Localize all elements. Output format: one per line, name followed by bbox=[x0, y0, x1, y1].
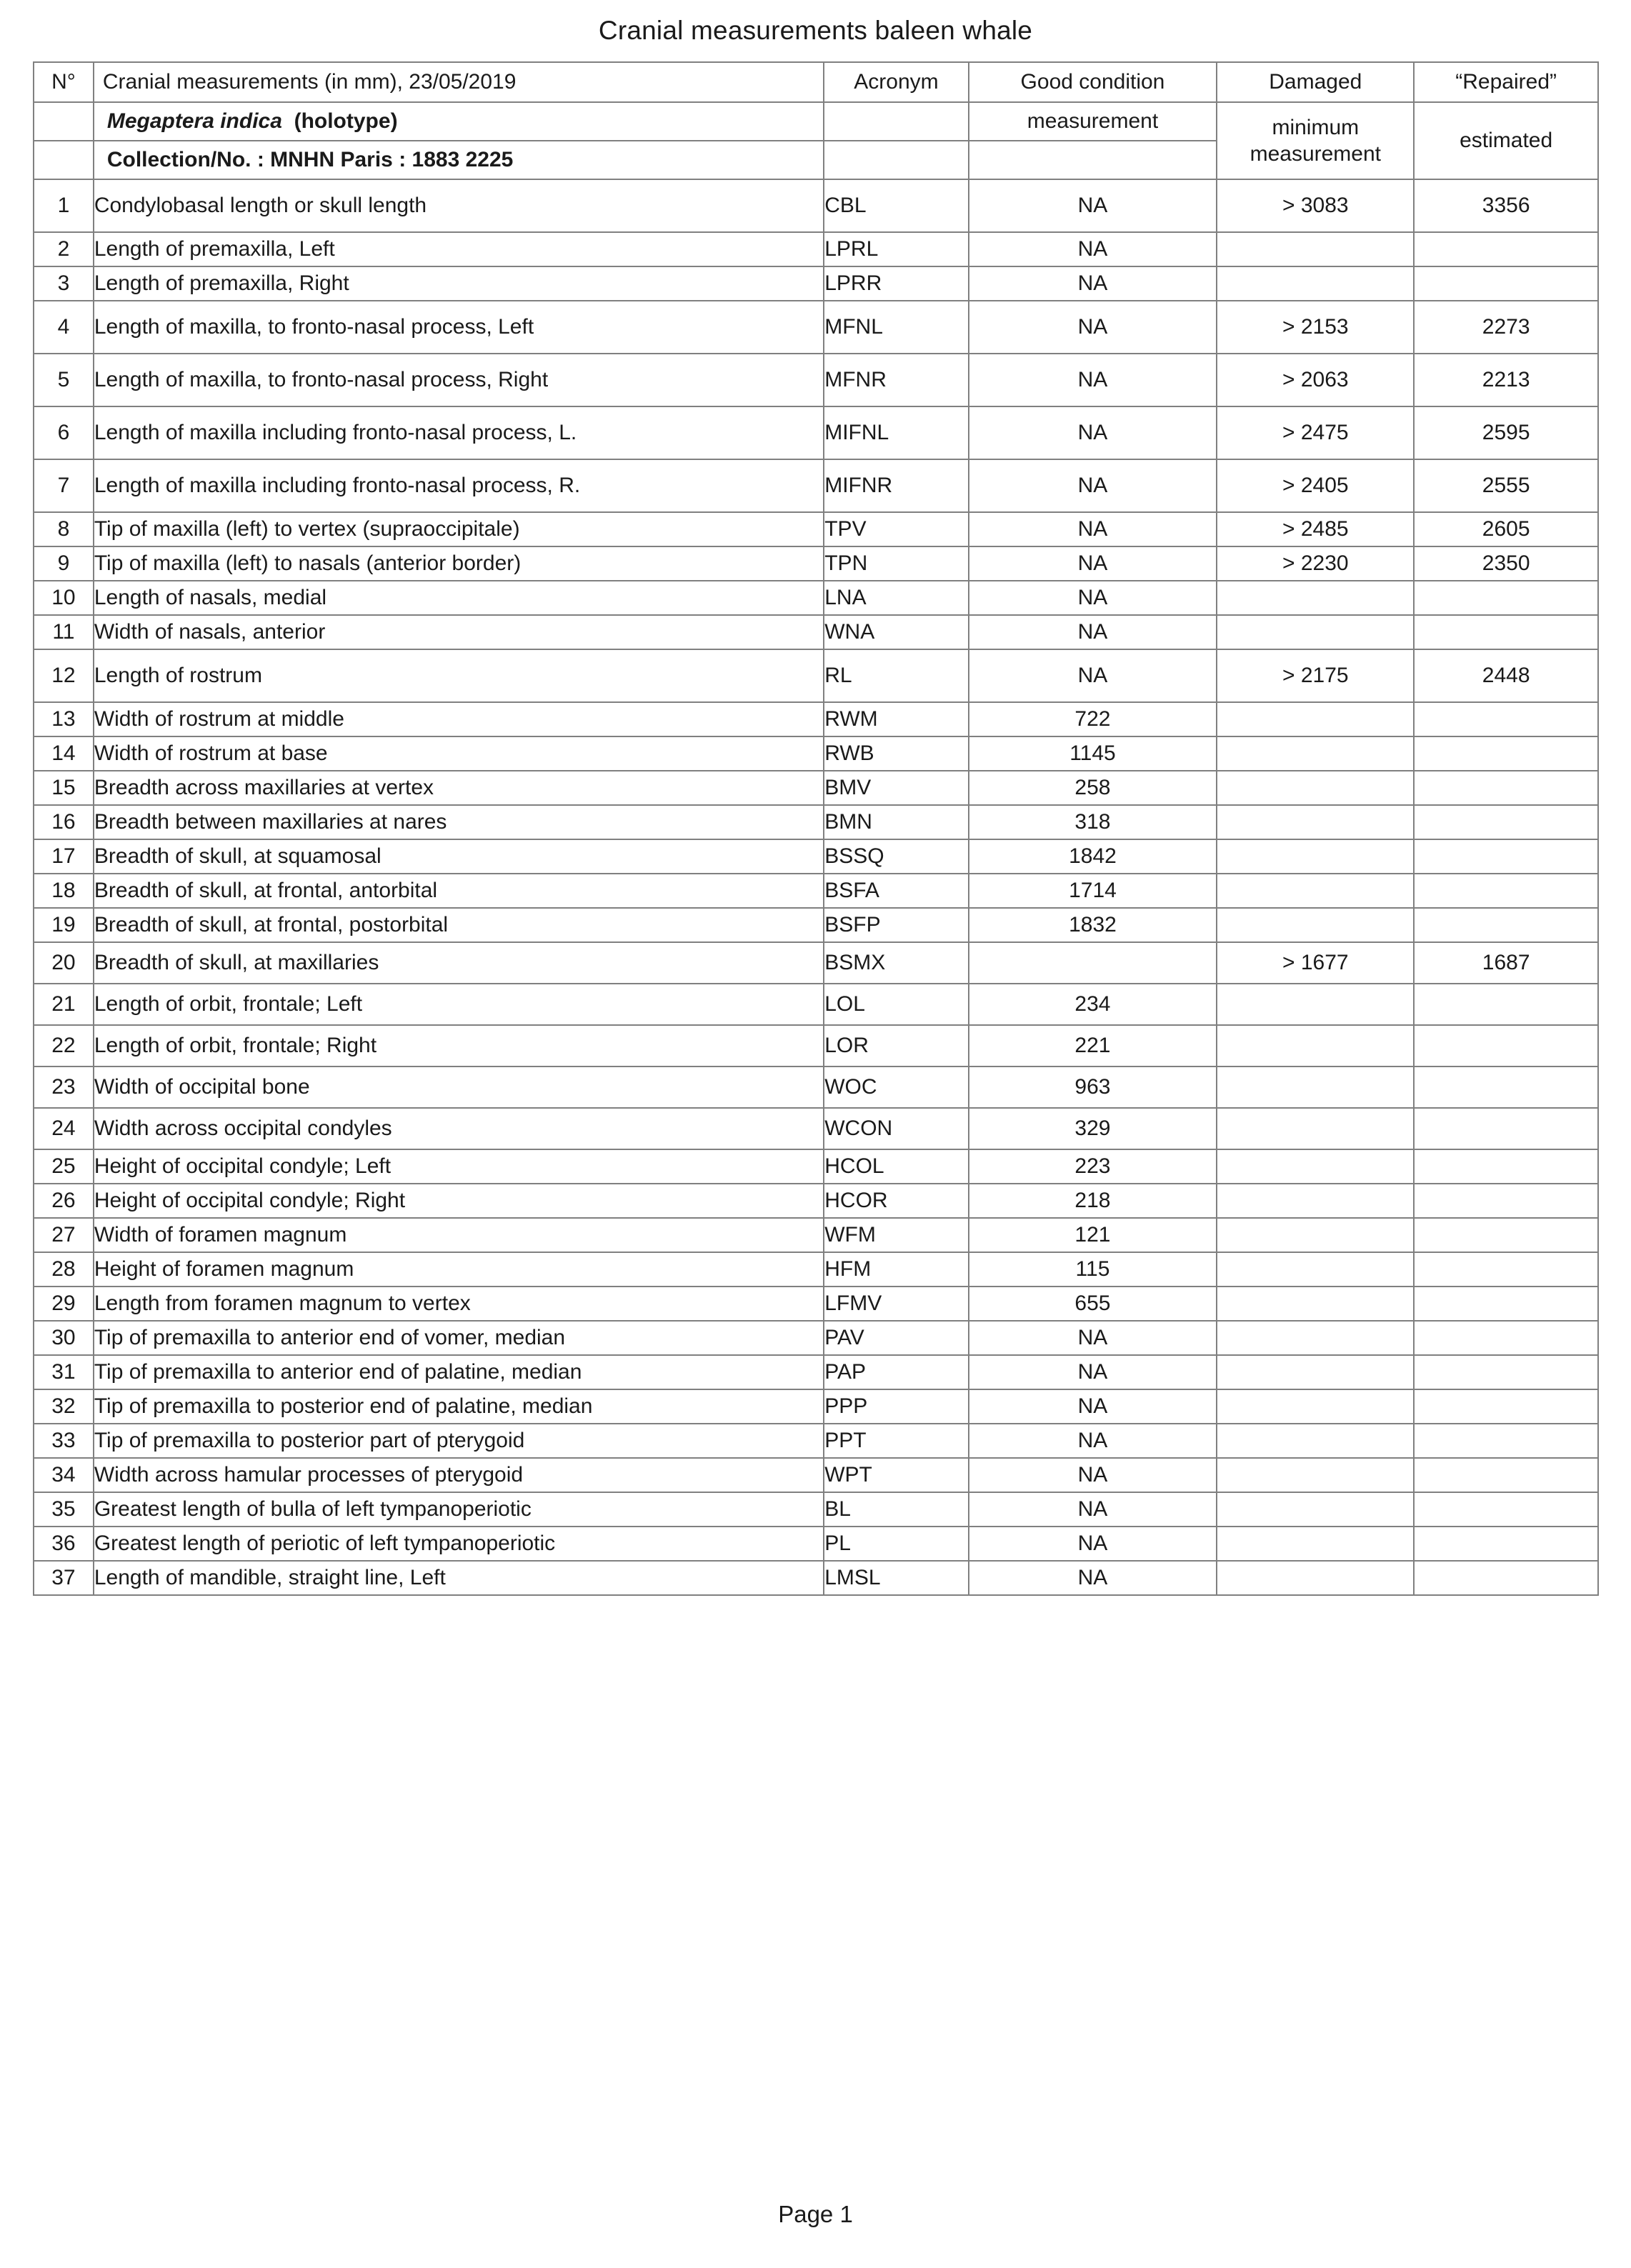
cell-no: 34 bbox=[34, 1458, 94, 1492]
cell-desc: Length of nasals, medial bbox=[94, 581, 824, 615]
cell-desc: Length of orbit, frontale; Right bbox=[94, 1025, 824, 1066]
table-row bbox=[34, 1321, 1598, 1355]
cell-acr: LFMV bbox=[824, 1287, 968, 1321]
table-row bbox=[34, 736, 1598, 771]
cell-acr: WCON bbox=[824, 1108, 968, 1149]
cell-acr: PAV bbox=[824, 1321, 968, 1355]
cell-damaged: > 3083 bbox=[1217, 179, 1414, 232]
cell-desc: Length of premaxilla, Left bbox=[94, 232, 824, 266]
subheader-collection: Collection/No. : MNHN Paris : 1883 2225 bbox=[94, 141, 824, 179]
cell-acr: LPRL bbox=[824, 232, 968, 266]
cell-damaged bbox=[1217, 771, 1414, 805]
cell-desc: Breadth of skull, at frontal, antorbital bbox=[94, 874, 824, 908]
table-subheader-species-row bbox=[34, 102, 1598, 141]
cell-damaged bbox=[1217, 615, 1414, 649]
cell-damaged bbox=[1217, 581, 1414, 615]
table-row bbox=[34, 581, 1598, 615]
cell-repaired bbox=[1414, 232, 1598, 266]
header-good-condition: Good condition bbox=[969, 62, 1217, 102]
cell-desc: Width of rostrum at base bbox=[94, 736, 824, 771]
cell-desc: Length of maxilla, to fronto-nasal process, Right bbox=[94, 354, 824, 406]
cell-good: 1842 bbox=[969, 839, 1217, 874]
cell-repaired: 3356 bbox=[1414, 179, 1598, 232]
cell-damaged bbox=[1217, 736, 1414, 771]
cell-desc: Tip of premaxilla to posterior end of palatine, median bbox=[94, 1389, 824, 1424]
cell-repaired bbox=[1414, 1527, 1598, 1561]
cell-acr: TPV bbox=[824, 512, 968, 546]
cell-damaged: > 1677 bbox=[1217, 942, 1414, 984]
table-row bbox=[34, 874, 1598, 908]
cell-desc: Length of mandible, straight line, Left bbox=[94, 1561, 824, 1595]
table-row bbox=[34, 1108, 1598, 1149]
cell-damaged bbox=[1217, 1458, 1414, 1492]
cell-no: 22 bbox=[34, 1025, 94, 1066]
cell-damaged bbox=[1217, 1527, 1414, 1561]
cell-no: 26 bbox=[34, 1184, 94, 1218]
cell-damaged bbox=[1217, 1149, 1414, 1184]
cell-good: NA bbox=[969, 459, 1217, 512]
cell-acr: MFNL bbox=[824, 301, 968, 354]
table-row bbox=[34, 1561, 1598, 1595]
subheader2-number-blank bbox=[34, 141, 94, 179]
cell-damaged bbox=[1217, 984, 1414, 1025]
table-row bbox=[34, 908, 1598, 942]
cell-acr: CBL bbox=[824, 179, 968, 232]
cell-acr: BSMX bbox=[824, 942, 968, 984]
cell-desc: Tip of maxilla (left) to vertex (supraoccipitale) bbox=[94, 512, 824, 546]
cell-repaired bbox=[1414, 736, 1598, 771]
cell-good: 234 bbox=[969, 984, 1217, 1025]
cell-no: 35 bbox=[34, 1492, 94, 1527]
cell-damaged bbox=[1217, 1252, 1414, 1287]
subheader2-measurement-blank bbox=[969, 141, 1217, 179]
cell-repaired: 2595 bbox=[1414, 406, 1598, 459]
cell-no: 30 bbox=[34, 1321, 94, 1355]
table-row bbox=[34, 1252, 1598, 1287]
cell-desc: Width across hamular processes of pterygoid bbox=[94, 1458, 824, 1492]
cell-no: 20 bbox=[34, 942, 94, 984]
cell-no: 15 bbox=[34, 771, 94, 805]
cell-good: 1832 bbox=[969, 908, 1217, 942]
page-title: Cranial measurements baleen whale bbox=[598, 16, 1033, 45]
cell-no: 36 bbox=[34, 1527, 94, 1561]
cell-acr: LNA bbox=[824, 581, 968, 615]
subheader2-acronym-blank bbox=[824, 141, 968, 179]
cell-acr: LOR bbox=[824, 1025, 968, 1066]
cell-desc: Breadth of skull, at maxillaries bbox=[94, 942, 824, 984]
cell-desc: Length of maxilla including fronto-nasal process, L. bbox=[94, 406, 824, 459]
cell-good: NA bbox=[969, 1561, 1217, 1595]
cell-repaired bbox=[1414, 1184, 1598, 1218]
cell-no: 27 bbox=[34, 1218, 94, 1252]
cell-acr: BSFA bbox=[824, 874, 968, 908]
minimum-line2: measurement bbox=[1250, 142, 1381, 166]
table-row bbox=[34, 839, 1598, 874]
cell-good: NA bbox=[969, 512, 1217, 546]
cell-repaired bbox=[1414, 839, 1598, 874]
cell-damaged bbox=[1217, 1321, 1414, 1355]
cell-good: 121 bbox=[969, 1218, 1217, 1252]
cell-good: NA bbox=[969, 615, 1217, 649]
cell-no: 5 bbox=[34, 354, 94, 406]
cell-damaged: > 2230 bbox=[1217, 546, 1414, 581]
cell-damaged bbox=[1217, 874, 1414, 908]
cell-damaged bbox=[1217, 1355, 1414, 1389]
cell-acr: WPT bbox=[824, 1458, 968, 1492]
cell-no: 17 bbox=[34, 839, 94, 874]
cell-no: 16 bbox=[34, 805, 94, 839]
cell-repaired bbox=[1414, 1025, 1598, 1066]
table-row bbox=[34, 1389, 1598, 1424]
header-acronym: Acronym bbox=[824, 62, 968, 102]
table-row bbox=[34, 942, 1598, 984]
subheader-acronym-blank bbox=[824, 102, 968, 141]
table-row bbox=[34, 771, 1598, 805]
cell-damaged: > 2153 bbox=[1217, 301, 1414, 354]
cell-no: 2 bbox=[34, 232, 94, 266]
table-row bbox=[34, 301, 1598, 354]
cell-no: 37 bbox=[34, 1561, 94, 1595]
cell-good: 329 bbox=[969, 1108, 1217, 1149]
cell-repaired bbox=[1414, 1355, 1598, 1389]
cranial-measurements-table bbox=[33, 61, 1599, 1596]
cell-acr: HCOR bbox=[824, 1184, 968, 1218]
species-qualifier: (holotype) bbox=[294, 109, 398, 133]
cell-desc: Width of nasals, anterior bbox=[94, 615, 824, 649]
header-description: Cranial measurements (in mm), 23/05/2019 bbox=[94, 62, 824, 102]
table-header-row bbox=[34, 62, 1598, 102]
cell-no: 23 bbox=[34, 1066, 94, 1108]
cell-repaired bbox=[1414, 1287, 1598, 1321]
table-row bbox=[34, 179, 1598, 232]
cell-desc: Condylobasal length or skull length bbox=[94, 179, 824, 232]
cell-desc: Tip of maxilla (left) to nasals (anterior border) bbox=[94, 546, 824, 581]
table-row bbox=[34, 1355, 1598, 1389]
cell-good: 115 bbox=[969, 1252, 1217, 1287]
cell-repaired: 2605 bbox=[1414, 512, 1598, 546]
cell-damaged bbox=[1217, 839, 1414, 874]
table-row bbox=[34, 1287, 1598, 1321]
cell-good: 722 bbox=[969, 702, 1217, 736]
cell-no: 29 bbox=[34, 1287, 94, 1321]
cell-good: NA bbox=[969, 179, 1217, 232]
table-row bbox=[34, 1066, 1598, 1108]
cell-good: NA bbox=[969, 1492, 1217, 1527]
cell-acr: WFM bbox=[824, 1218, 968, 1252]
cell-acr: BMV bbox=[824, 771, 968, 805]
cell-acr: HCOL bbox=[824, 1149, 968, 1184]
cell-good: NA bbox=[969, 1527, 1217, 1561]
cell-damaged bbox=[1217, 1184, 1414, 1218]
cell-good: NA bbox=[969, 301, 1217, 354]
cell-desc: Length from foramen magnum to vertex bbox=[94, 1287, 824, 1321]
cell-repaired bbox=[1414, 1458, 1598, 1492]
table-row bbox=[34, 702, 1598, 736]
table-row bbox=[34, 354, 1598, 406]
table-row bbox=[34, 805, 1598, 839]
cell-repaired bbox=[1414, 771, 1598, 805]
cell-desc: Breadth of skull, at frontal, postorbital bbox=[94, 908, 824, 942]
cell-good: NA bbox=[969, 1355, 1217, 1389]
cell-repaired: 2213 bbox=[1414, 354, 1598, 406]
cell-repaired bbox=[1414, 266, 1598, 301]
cell-repaired bbox=[1414, 1252, 1598, 1287]
cell-repaired bbox=[1414, 805, 1598, 839]
cell-no: 19 bbox=[34, 908, 94, 942]
cell-no: 31 bbox=[34, 1355, 94, 1389]
cell-repaired bbox=[1414, 1321, 1598, 1355]
cell-damaged bbox=[1217, 1218, 1414, 1252]
cell-good: NA bbox=[969, 232, 1217, 266]
table-row bbox=[34, 1527, 1598, 1561]
cell-no: 4 bbox=[34, 301, 94, 354]
cell-damaged: > 2475 bbox=[1217, 406, 1414, 459]
cell-damaged bbox=[1217, 1025, 1414, 1066]
cell-no: 3 bbox=[34, 266, 94, 301]
table-row bbox=[34, 1184, 1598, 1218]
cell-damaged bbox=[1217, 1424, 1414, 1458]
cell-good: 1714 bbox=[969, 874, 1217, 908]
table-row bbox=[34, 984, 1598, 1025]
cell-good: NA bbox=[969, 1321, 1217, 1355]
cell-damaged: > 2405 bbox=[1217, 459, 1414, 512]
cell-acr: BSFP bbox=[824, 908, 968, 942]
page-footer: Page 1 bbox=[778, 2201, 853, 2227]
cell-good: NA bbox=[969, 546, 1217, 581]
header-number: N° bbox=[34, 62, 94, 102]
cell-good: NA bbox=[969, 1424, 1217, 1458]
cell-desc: Tip of premaxilla to posterior part of pterygoid bbox=[94, 1424, 824, 1458]
cell-repaired: 2273 bbox=[1414, 301, 1598, 354]
cell-acr: MIFNL bbox=[824, 406, 968, 459]
cell-desc: Tip of premaxilla to anterior end of palatine, median bbox=[94, 1355, 824, 1389]
cell-damaged: > 2485 bbox=[1217, 512, 1414, 546]
cell-desc: Height of foramen magnum bbox=[94, 1252, 824, 1287]
subheader-species bbox=[94, 102, 824, 141]
cell-no: 24 bbox=[34, 1108, 94, 1149]
cell-repaired bbox=[1414, 1218, 1598, 1252]
cell-repaired bbox=[1414, 984, 1598, 1025]
cell-repaired bbox=[1414, 702, 1598, 736]
cell-good: 963 bbox=[969, 1066, 1217, 1108]
header-repaired: “Repaired” bbox=[1414, 62, 1598, 102]
cell-damaged bbox=[1217, 1287, 1414, 1321]
cell-acr: BMN bbox=[824, 805, 968, 839]
table-row bbox=[34, 546, 1598, 581]
table-row bbox=[34, 459, 1598, 512]
cell-good: 223 bbox=[969, 1149, 1217, 1184]
table-row bbox=[34, 1492, 1598, 1527]
table-row bbox=[34, 1025, 1598, 1066]
cell-desc: Breadth between maxillaries at nares bbox=[94, 805, 824, 839]
cell-repaired: 1687 bbox=[1414, 942, 1598, 984]
cell-damaged bbox=[1217, 908, 1414, 942]
cell-acr: PL bbox=[824, 1527, 968, 1561]
cell-no: 9 bbox=[34, 546, 94, 581]
cell-damaged bbox=[1217, 1066, 1414, 1108]
cell-acr: WNA bbox=[824, 615, 968, 649]
subheader-measurement: measurement bbox=[969, 102, 1217, 141]
table-row bbox=[34, 266, 1598, 301]
cell-desc: Greatest length of periotic of left tympanoperiotic bbox=[94, 1527, 824, 1561]
cell-no: 1 bbox=[34, 179, 94, 232]
cell-acr: MIFNR bbox=[824, 459, 968, 512]
cell-desc: Width across occipital condyles bbox=[94, 1108, 824, 1149]
cell-acr: MFNR bbox=[824, 354, 968, 406]
cell-acr: BSSQ bbox=[824, 839, 968, 874]
cell-acr: WOC bbox=[824, 1066, 968, 1108]
cell-no: 13 bbox=[34, 702, 94, 736]
cell-repaired: 2350 bbox=[1414, 546, 1598, 581]
cell-repaired bbox=[1414, 581, 1598, 615]
cell-damaged bbox=[1217, 1561, 1414, 1595]
cell-no: 18 bbox=[34, 874, 94, 908]
cell-acr: LOL bbox=[824, 984, 968, 1025]
cell-acr: RWM bbox=[824, 702, 968, 736]
table-row bbox=[34, 406, 1598, 459]
cell-repaired bbox=[1414, 1066, 1598, 1108]
cell-repaired bbox=[1414, 615, 1598, 649]
cell-damaged bbox=[1217, 1108, 1414, 1149]
cell-good: 318 bbox=[969, 805, 1217, 839]
cell-repaired bbox=[1414, 1149, 1598, 1184]
cell-repaired: 2555 bbox=[1414, 459, 1598, 512]
cell-desc: Width of rostrum at middle bbox=[94, 702, 824, 736]
cell-no: 8 bbox=[34, 512, 94, 546]
cell-good: NA bbox=[969, 406, 1217, 459]
cell-desc: Length of maxilla, to fronto-nasal process, Left bbox=[94, 301, 824, 354]
cell-desc: Length of maxilla including fronto-nasal process, R. bbox=[94, 459, 824, 512]
cell-desc: Height of occipital condyle; Right bbox=[94, 1184, 824, 1218]
cell-good: 1145 bbox=[969, 736, 1217, 771]
cell-damaged bbox=[1217, 232, 1414, 266]
header-damaged: Damaged bbox=[1217, 62, 1414, 102]
cell-desc: Tip of premaxilla to anterior end of vomer, median bbox=[94, 1321, 824, 1355]
cell-acr: PAP bbox=[824, 1355, 968, 1389]
cell-no: 10 bbox=[34, 581, 94, 615]
minimum-line1: minimum bbox=[1272, 115, 1360, 139]
cell-damaged bbox=[1217, 266, 1414, 301]
cell-acr: PPT bbox=[824, 1424, 968, 1458]
table-row bbox=[34, 1218, 1598, 1252]
cell-acr: TPN bbox=[824, 546, 968, 581]
cell-acr: RL bbox=[824, 649, 968, 702]
cell-desc: Width of foramen magnum bbox=[94, 1218, 824, 1252]
cell-good: 221 bbox=[969, 1025, 1217, 1066]
table-row bbox=[34, 1458, 1598, 1492]
species-name: Megaptera indica bbox=[106, 109, 282, 133]
cell-damaged: > 2063 bbox=[1217, 354, 1414, 406]
cell-damaged bbox=[1217, 805, 1414, 839]
cell-repaired bbox=[1414, 1424, 1598, 1458]
cell-good: NA bbox=[969, 1389, 1217, 1424]
cell-good: NA bbox=[969, 1458, 1217, 1492]
cell-no: 12 bbox=[34, 649, 94, 702]
cell-good: 258 bbox=[969, 771, 1217, 805]
cell-damaged bbox=[1217, 702, 1414, 736]
cell-no: 32 bbox=[34, 1389, 94, 1424]
cell-no: 7 bbox=[34, 459, 94, 512]
cell-no: 6 bbox=[34, 406, 94, 459]
cell-repaired bbox=[1414, 908, 1598, 942]
cell-good: NA bbox=[969, 581, 1217, 615]
cell-good: NA bbox=[969, 649, 1217, 702]
cell-good: NA bbox=[969, 354, 1217, 406]
cell-desc: Width of occipital bone bbox=[94, 1066, 824, 1108]
cell-no: 11 bbox=[34, 615, 94, 649]
cell-good: 655 bbox=[969, 1287, 1217, 1321]
cell-acr: HFM bbox=[824, 1252, 968, 1287]
cell-no: 14 bbox=[34, 736, 94, 771]
cell-good bbox=[969, 942, 1217, 984]
cell-good: NA bbox=[969, 266, 1217, 301]
cell-desc: Breadth across maxillaries at vertex bbox=[94, 771, 824, 805]
cell-desc: Length of rostrum bbox=[94, 649, 824, 702]
table-row bbox=[34, 649, 1598, 702]
cell-no: 25 bbox=[34, 1149, 94, 1184]
subheader-minimum-measurement bbox=[1217, 102, 1414, 179]
table-row bbox=[34, 615, 1598, 649]
table-row bbox=[34, 1424, 1598, 1458]
cell-desc: Breadth of skull, at squamosal bbox=[94, 839, 824, 874]
cell-repaired bbox=[1414, 1492, 1598, 1527]
cell-repaired: 2448 bbox=[1414, 649, 1598, 702]
cell-acr: LMSL bbox=[824, 1561, 968, 1595]
table-row bbox=[34, 232, 1598, 266]
cell-repaired bbox=[1414, 1561, 1598, 1595]
cell-acr: PPP bbox=[824, 1389, 968, 1424]
subheader-number-blank bbox=[34, 102, 94, 141]
cell-acr: LPRR bbox=[824, 266, 968, 301]
cell-acr: BL bbox=[824, 1492, 968, 1527]
cell-desc: Height of occipital condyle; Left bbox=[94, 1149, 824, 1184]
cell-no: 33 bbox=[34, 1424, 94, 1458]
table-row bbox=[34, 1149, 1598, 1184]
cell-no: 21 bbox=[34, 984, 94, 1025]
cell-desc: Length of premaxilla, Right bbox=[94, 266, 824, 301]
cell-good: 218 bbox=[969, 1184, 1217, 1218]
cell-repaired bbox=[1414, 1108, 1598, 1149]
cell-repaired bbox=[1414, 874, 1598, 908]
table-row bbox=[34, 512, 1598, 546]
cell-desc: Greatest length of bulla of left tympanoperiotic bbox=[94, 1492, 824, 1527]
cell-repaired bbox=[1414, 1389, 1598, 1424]
cell-acr: RWB bbox=[824, 736, 968, 771]
subheader-estimated: estimated bbox=[1414, 102, 1598, 179]
cell-damaged: > 2175 bbox=[1217, 649, 1414, 702]
cell-damaged bbox=[1217, 1389, 1414, 1424]
cell-desc: Length of orbit, frontale; Left bbox=[94, 984, 824, 1025]
cell-no: 28 bbox=[34, 1252, 94, 1287]
cell-damaged bbox=[1217, 1492, 1414, 1527]
